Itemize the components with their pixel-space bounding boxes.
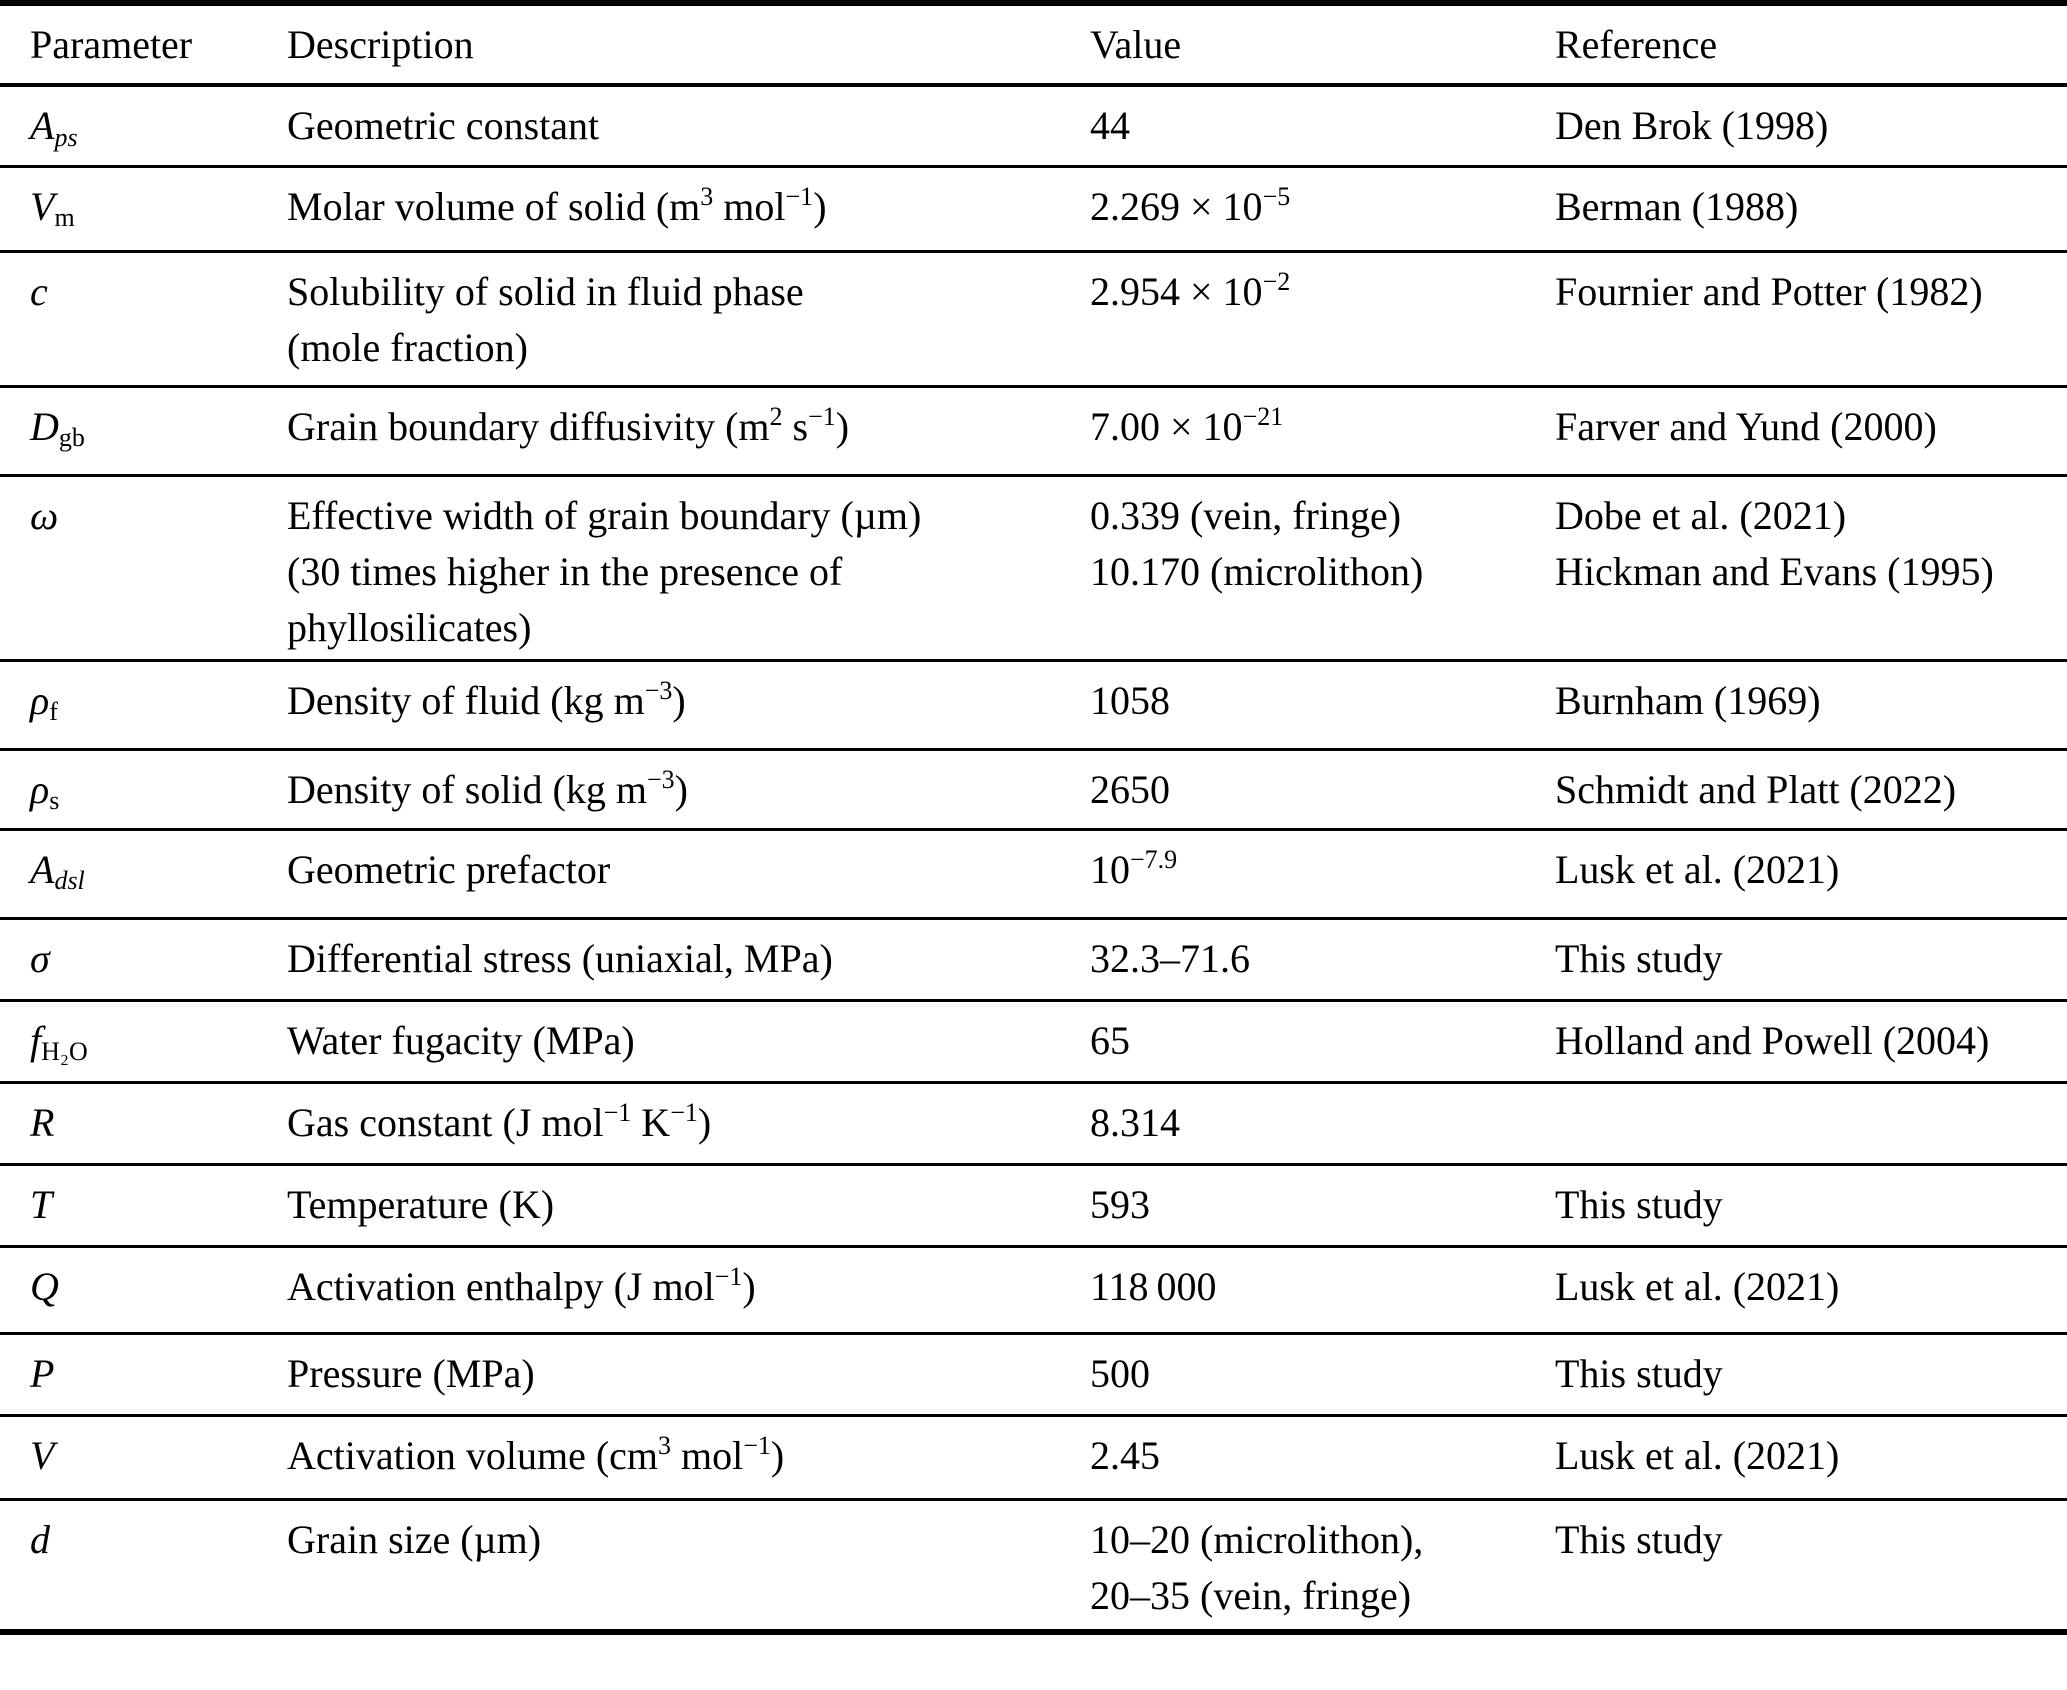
reference-cell: This study [1525, 1164, 2067, 1246]
value-cell: 44 [1060, 85, 1525, 166]
reference-cell: Farver and Yund (2000) [1525, 386, 2067, 475]
parameter-cell: $f_{H_2O}$ [0, 1000, 257, 1082]
value-cell: 118 000 [1060, 1246, 1525, 1333]
description-cell: Differential stress (uniaxial, MPa) [257, 918, 1060, 1000]
table-row-rhos [0, 749, 2067, 829]
parameter-cell: P [0, 1333, 257, 1415]
description-cell: Geometric constant [257, 85, 1060, 166]
reference-cell: Lusk et al. (2021) [1525, 1246, 2067, 1333]
reference-cell: Berman (1988) [1525, 166, 2067, 251]
description-cell: Grain boundary diffusivity ($m^2$ $s^{-1}$) [257, 386, 1060, 475]
description-cell: Solubility of solid in fluid phase (mole fraction) [257, 251, 1060, 386]
parameter-cell: $\rho_s$ [0, 749, 257, 829]
table-row-dgb [0, 386, 2067, 475]
reference-cell [1525, 1082, 2067, 1164]
parameter-cell: $V_m$ [0, 166, 257, 251]
description-cell: Density of fluid (kg $m^{-3}$) [257, 660, 1060, 749]
value-cell: 2.45 [1060, 1415, 1525, 1499]
value-cell: 10–20 (microlithon), 20–35 (vein, fringe) [1090, 1516, 1424, 1618]
table-row-omega [0, 475, 2067, 660]
parameter-cell: σ [0, 918, 257, 1000]
parameter-cell: $\rho_f$ [0, 660, 257, 749]
description-cell: Grain size (µm) [287, 1516, 542, 1562]
table-row-vm [0, 166, 2067, 251]
reference-cell: This study [1555, 1516, 1723, 1562]
parameter-cell: T [0, 1164, 257, 1246]
value-cell: 0.339 (vein, fringe) 10.170 (microlithon) [1060, 475, 1525, 660]
value-cell: 500 [1060, 1333, 1525, 1415]
table-row-t [0, 1164, 2067, 1246]
value-cell: 2650 [1060, 749, 1525, 829]
description-cell: Gas constant (J mol$^{-1}$ $K^{-1}$) [257, 1082, 1060, 1164]
table-header [0, 3, 2067, 85]
table-row-v [0, 1415, 2067, 1499]
reference-cell: Burnham (1969) [1525, 660, 2067, 749]
parameter-cell: ω [0, 475, 257, 660]
table-body [0, 85, 2067, 1632]
parameter-cell: R [0, 1082, 257, 1164]
parameter-cell: $A_{ps}$ [0, 85, 257, 166]
parameter-cell: V [0, 1415, 257, 1499]
table-row-aps [0, 85, 2067, 166]
description-cell: Activation volume ($cm^3$ mol$^{-1}$) [257, 1415, 1060, 1499]
value-cell: 8.314 [1060, 1082, 1525, 1164]
table-row-sigma [0, 918, 2067, 1000]
parameter-cell: $A_{dsl}$ [0, 829, 257, 918]
parameter-cell: d [30, 1516, 50, 1562]
description-cell: Water fugacity (MPa) [257, 1000, 1060, 1082]
description-cell: Geometric prefactor [257, 829, 1060, 918]
description-cell: Pressure (MPa) [257, 1333, 1060, 1415]
value-cell: 65 [1060, 1000, 1525, 1082]
value-cell: $10^{-7.9}$ [1060, 829, 1525, 918]
table-row-p [0, 1333, 2067, 1415]
header-row [0, 3, 2067, 85]
reference-cell: Fournier and Potter (1982) [1525, 251, 2067, 386]
value-cell: $7.00 \times 10^{-21}$ [1060, 386, 1525, 475]
table-row-fh2o [0, 1000, 2067, 1082]
description-cell: Density of solid (kg $m^{-3}$) [257, 749, 1060, 829]
value-cell: $2.954 \times 10^{-2}$ [1060, 251, 1525, 386]
parameter-cell: $D_{gb}$ [0, 386, 257, 475]
parameter-cell: c [0, 251, 257, 386]
description-cell: Temperature (K) [257, 1164, 1060, 1246]
reference-cell: Lusk et al. (2021) [1525, 829, 2067, 918]
table-row-rhof [0, 660, 2067, 749]
reference-cell: This study [1525, 918, 2067, 1000]
table-row-q [0, 1246, 2067, 1333]
parameter-cell: Q [0, 1246, 257, 1333]
header-parameter: Parameter [0, 3, 257, 85]
table-row-d [0, 1499, 2067, 1632]
description-cell: Effective width of grain boundary (µm) (30 times higher in the presence of phyllosilicates) [257, 475, 1060, 660]
reference-cell: Lusk et al. (2021) [1525, 1415, 2067, 1499]
table-row-c [0, 251, 2067, 386]
table-row-adsl [0, 829, 2067, 918]
header-value: Value [1060, 3, 1525, 85]
value-cell: $2.269 \times 10^{-5}$ [1060, 166, 1525, 251]
table-row-r [0, 1082, 2067, 1164]
description-cell: Molar volume of solid ($m^3$ mol$^{-1}$) [257, 166, 1060, 251]
header-description: Description [257, 3, 1060, 85]
header-reference: Reference [1525, 3, 2067, 85]
reference-cell: This study [1525, 1333, 2067, 1415]
reference-cell: Dobe et al. (2021) Hickman and Evans (1995) [1525, 475, 2067, 660]
reference-cell: Schmidt and Platt (2022) [1525, 749, 2067, 829]
value-cell: 32.3–71.6 [1060, 918, 1525, 1000]
reference-cell: Holland and Powell (2004) [1525, 1000, 2067, 1082]
value-cell: 593 [1060, 1164, 1525, 1246]
reference-cell: Den Brok (1998) [1525, 85, 2067, 166]
description-cell: Activation enthalpy (J mol$^{-1}$) [257, 1246, 1060, 1333]
value-cell: 1058 [1060, 660, 1525, 749]
